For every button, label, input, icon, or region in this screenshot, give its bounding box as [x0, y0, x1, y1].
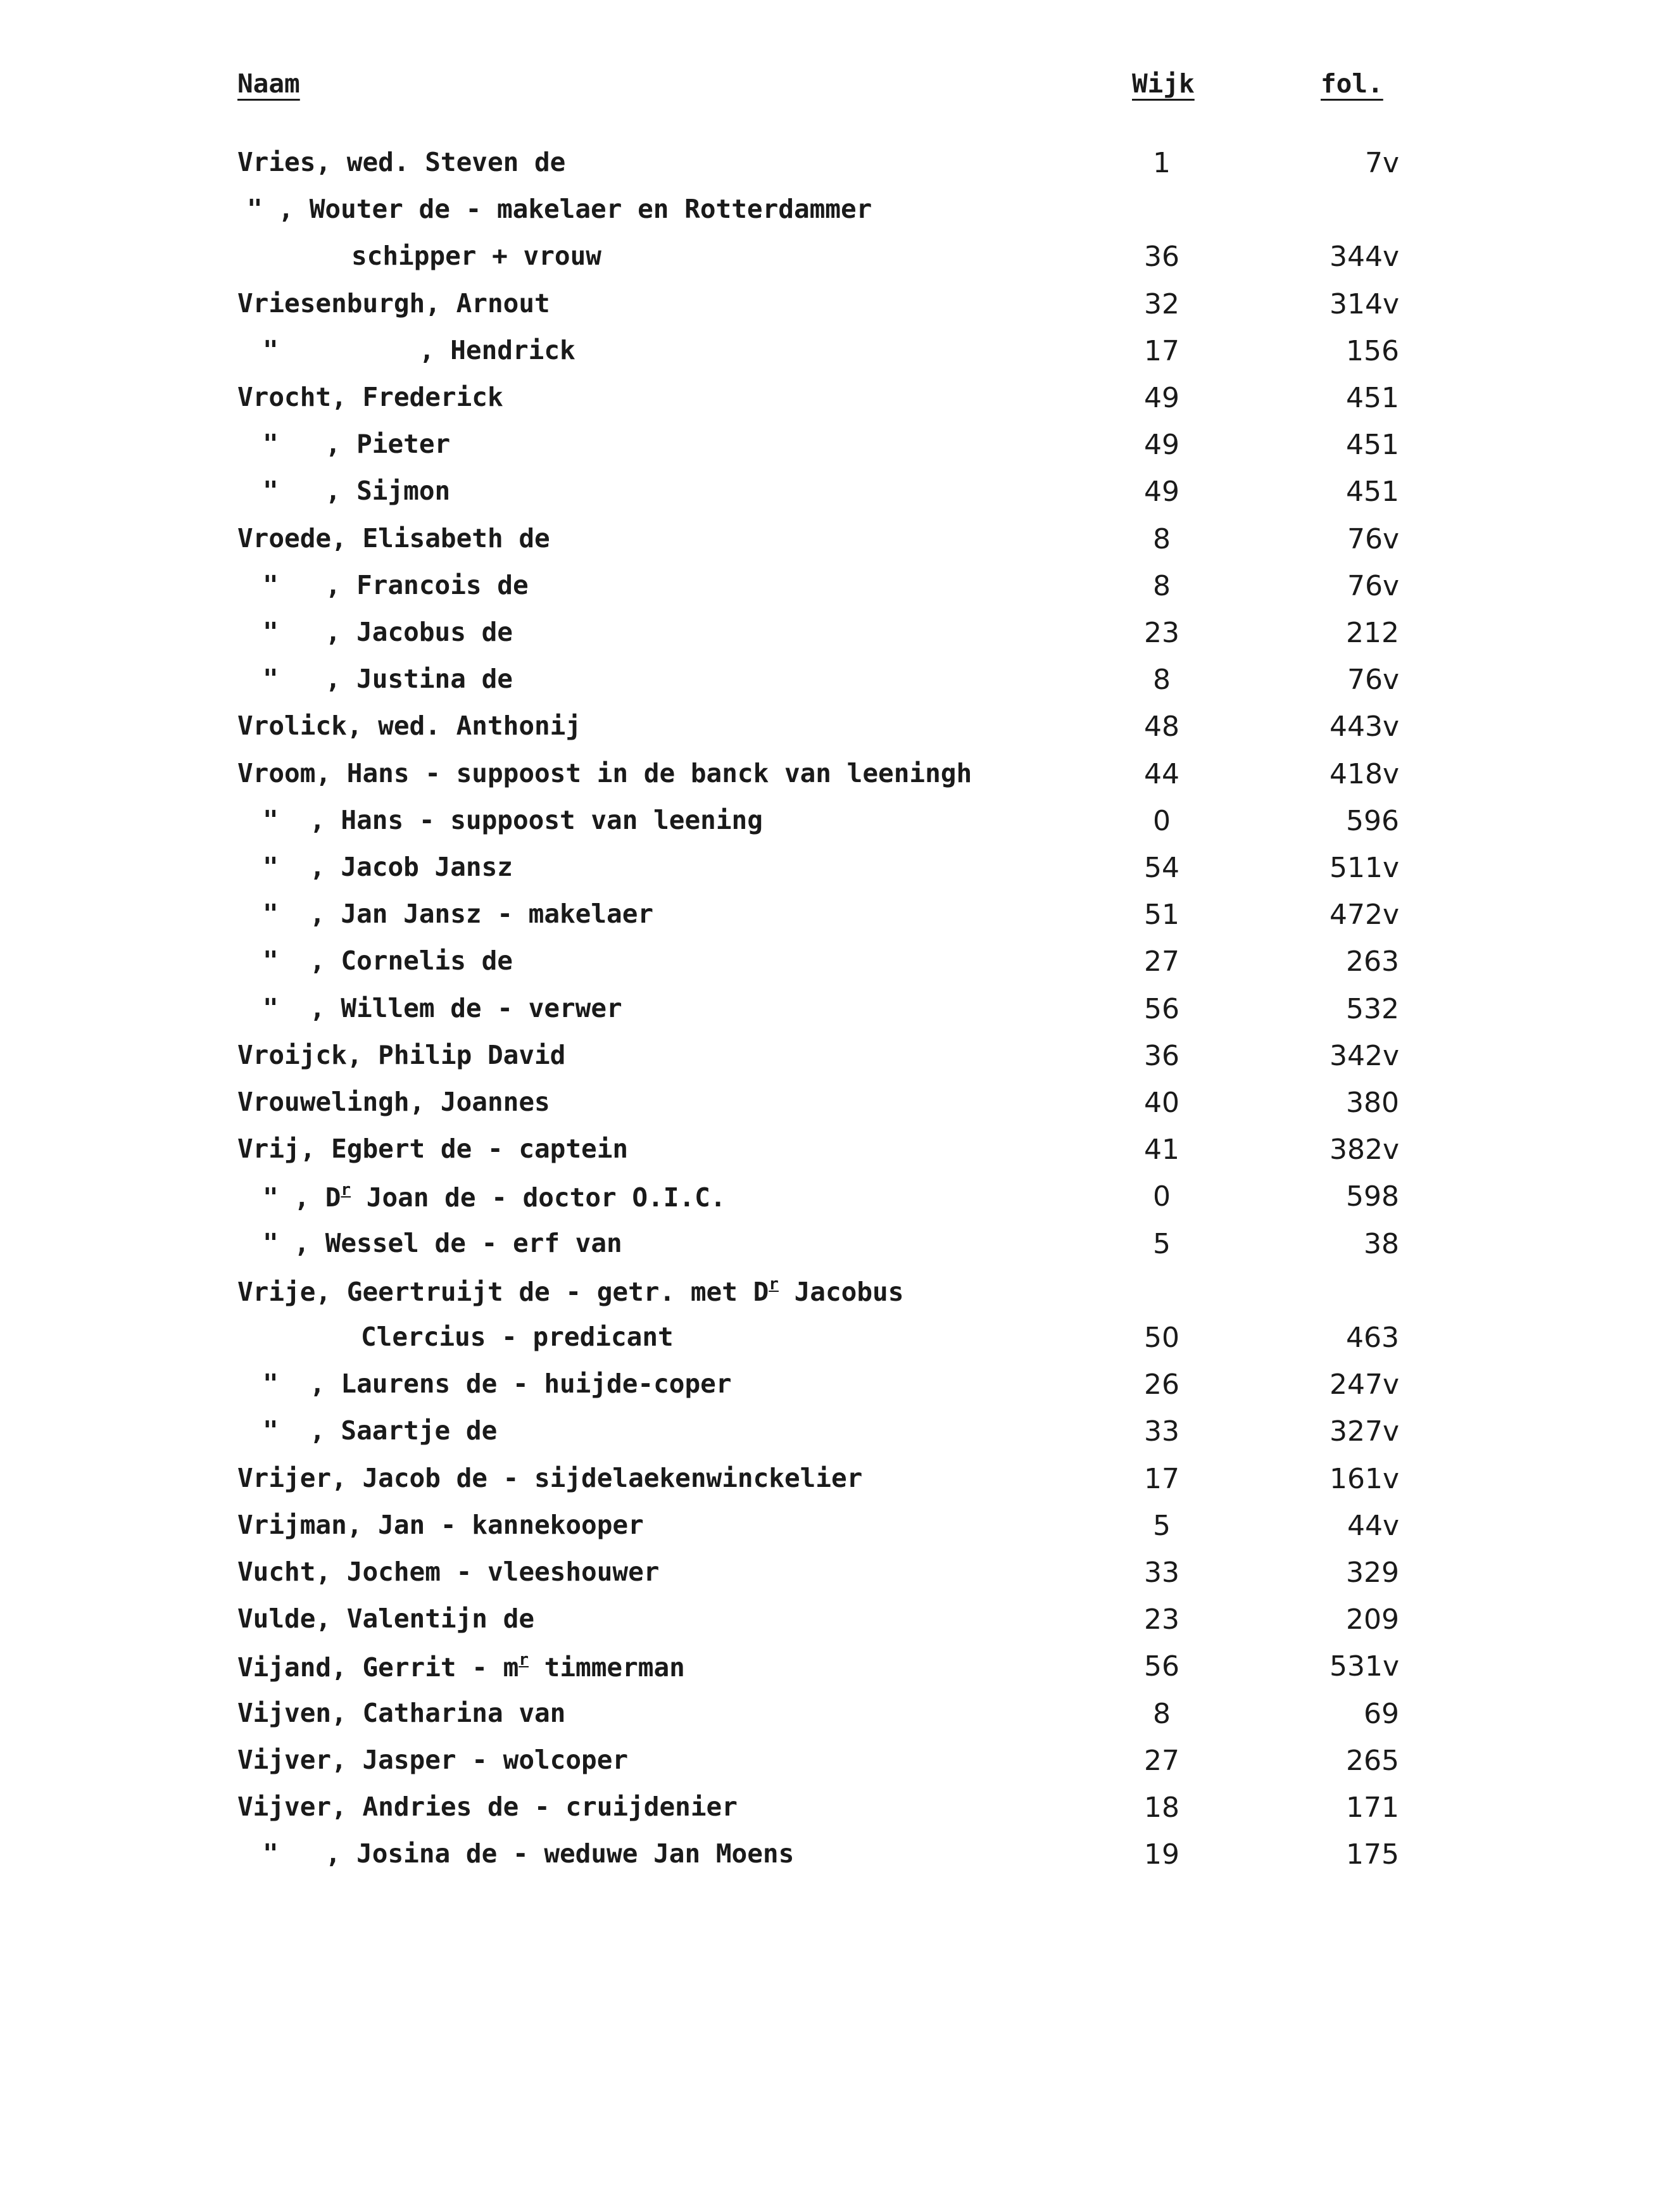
entry-wijk: 8 [1153, 523, 1171, 555]
entry-wijk: 19 [1144, 1838, 1179, 1871]
entry-row [0, 288, 1660, 335]
entry-name: Vijand, Gerrit - $m^r$ timmerman [237, 1650, 685, 1683]
entry-fol: 175 [1346, 1838, 1399, 1871]
entry-row [0, 570, 1660, 617]
entry-fol: 342v [1329, 1040, 1399, 1072]
entry-wijk: 0 [1153, 1180, 1171, 1213]
entry-name: Vrije, Geertruijt de - getr. met $D^r$ Jacobus [237, 1275, 904, 1307]
column-header [0, 68, 1660, 106]
entry-name: Vroom, Hans - suppoost in de banck van leeningh [237, 758, 972, 788]
entry-row [0, 335, 1660, 382]
entry-fol: 531v [1329, 1650, 1399, 1683]
entry-wijk: 48 [1144, 711, 1179, 743]
entry-name: " , $D^r$ Joan de - doctor O.I.C. [263, 1180, 726, 1213]
entry-wijk: 8 [1153, 1698, 1171, 1730]
entry-row [0, 1698, 1660, 1745]
entry-wijk: 17 [1144, 335, 1179, 367]
entry-fol: 171 [1346, 1792, 1399, 1824]
entry-wijk: 41 [1144, 1134, 1179, 1166]
entry-wijk: 32 [1144, 288, 1179, 320]
entry-row [0, 429, 1660, 476]
entry-row [0, 1415, 1660, 1462]
entry-row [0, 664, 1660, 711]
entry-fol: 44v [1347, 1510, 1399, 1542]
entry-fol: 598 [1346, 1180, 1399, 1213]
entry-wijk: 36 [1144, 1040, 1179, 1072]
entry-name: " , Josina de - weduwe Jan Moens [263, 1838, 795, 1869]
entry-name: Vijver, Andries de - cruijdenier [237, 1792, 738, 1822]
entry-row [0, 523, 1660, 570]
title-abbreviation: r [341, 1180, 351, 1199]
entry-row [0, 1134, 1660, 1180]
entry-name: Vijven, Catharina van [237, 1698, 566, 1728]
entry-fol: 596 [1346, 805, 1399, 837]
entry-row [0, 711, 1660, 757]
entry-name: " , Sijmon [263, 476, 451, 506]
entry-name: Vrijer, Jacob de - sijdelaekenwinckelier [237, 1463, 863, 1493]
entry-fol: 76v [1347, 664, 1399, 696]
entry-wijk: 8 [1153, 570, 1171, 602]
entry-fol: 209 [1346, 1603, 1399, 1636]
header-wijk: Wijk [1132, 68, 1195, 99]
entry-name: Vrolick, wed. Anthonij [237, 711, 582, 741]
entry-name: Vucht, Jochem - vleeshouwer [237, 1557, 660, 1587]
entry-row [0, 1087, 1660, 1134]
entry-fol: 76v [1347, 570, 1399, 602]
entry-wijk: 17 [1144, 1463, 1179, 1495]
entry-wijk: 27 [1144, 1745, 1179, 1777]
entry-row [0, 1322, 1660, 1368]
entry-wijk: 8 [1153, 664, 1171, 696]
entry-name: " , Jacob Jansz [263, 852, 513, 882]
entry-name: " , Wouter de - makelaer en Rotterdammer [247, 194, 872, 224]
entry-row [0, 805, 1660, 852]
entry-name: Vroijck, Philip David [237, 1040, 566, 1070]
entry-row [0, 852, 1660, 899]
entry-name: Vroede, Elisabeth de [237, 523, 550, 553]
entry-wijk: 40 [1144, 1087, 1179, 1119]
entry-fol: 418v [1329, 758, 1399, 790]
title-abbreviation: r [519, 1650, 529, 1669]
entry-fol: 265 [1346, 1745, 1399, 1777]
entry-fol: 69 [1364, 1698, 1399, 1730]
entry-wijk: 1 [1153, 147, 1171, 179]
entry-row [0, 1463, 1660, 1510]
entry-fol: 472v [1329, 899, 1399, 931]
entry-fol: 247v [1329, 1368, 1399, 1401]
entry-row [0, 993, 1660, 1040]
entry-name: Vrouwelingh, Joannes [237, 1087, 550, 1117]
entry-name: " , Jacobus de [263, 617, 513, 647]
entry-name: " , Cornelis de [263, 945, 513, 976]
entry-fol: 382v [1329, 1134, 1399, 1166]
entry-wijk: 18 [1144, 1792, 1179, 1824]
entry-row [0, 1368, 1660, 1415]
entry-row [0, 1745, 1660, 1792]
entry-fol: 451 [1346, 429, 1399, 461]
title-abbreviation: r [769, 1275, 779, 1294]
entry-name: " , Pieter [263, 429, 451, 459]
entry-fol: 7v [1364, 147, 1399, 179]
entry-row [0, 1557, 1660, 1603]
entry-row [0, 1838, 1660, 1885]
entry-name: Vulde, Valentijn de [237, 1603, 534, 1634]
entry-fol: 314v [1329, 288, 1399, 320]
entry-fol: 532 [1346, 993, 1399, 1025]
entry-fol: 511v [1329, 852, 1399, 884]
entry-wijk: 33 [1144, 1557, 1179, 1589]
entry-name: Vrocht, Frederick [237, 382, 503, 412]
entry-fol: 329 [1346, 1557, 1399, 1589]
entry-row [0, 899, 1660, 945]
entry-name: " , Laurens de - huijde-coper [263, 1368, 732, 1399]
entry-row [0, 945, 1660, 992]
entry-row [0, 1603, 1660, 1650]
entry-wijk: 49 [1144, 382, 1179, 414]
entry-row [0, 617, 1660, 664]
entry-row [0, 194, 1660, 241]
entry-wijk: 54 [1144, 852, 1179, 884]
entry-fol: 38 [1364, 1228, 1399, 1260]
entry-name: schipper + vrouw [351, 241, 601, 271]
entry-name: " , Francois de [263, 570, 529, 600]
entry-name: " , Hans - suppoost van leening [263, 805, 763, 835]
entry-name: Vriesenburgh, Arnout [237, 288, 550, 319]
entry-row [0, 758, 1660, 805]
header-naam: Naam [237, 68, 300, 99]
entry-wijk: 23 [1144, 617, 1179, 649]
header-fol: fol. [1321, 68, 1383, 99]
entry-fol: 156 [1346, 335, 1399, 367]
entry-wijk: 5 [1153, 1228, 1171, 1260]
entry-wijk: 23 [1144, 1603, 1179, 1636]
entry-wijk: 50 [1144, 1322, 1179, 1354]
entry-name: " , Hendrick [263, 335, 575, 365]
entry-fol: 443v [1329, 711, 1399, 743]
entry-wijk: 56 [1144, 993, 1179, 1025]
entry-row [0, 1180, 1660, 1227]
entry-row [0, 241, 1660, 288]
entry-wijk: 49 [1144, 476, 1179, 508]
entry-name: Vries, wed. Steven de [237, 147, 566, 177]
entry-fol: 161v [1329, 1463, 1399, 1495]
entry-wijk: 51 [1144, 899, 1179, 931]
entry-fol: 76v [1347, 523, 1399, 555]
entry-wijk: 33 [1144, 1415, 1179, 1448]
entry-row [0, 1650, 1660, 1697]
entry-wijk: 5 [1153, 1510, 1171, 1542]
entry-name: " , Jan Jansz - makelaer [263, 899, 654, 929]
entry-name: " , Justina de [263, 664, 513, 694]
entry-fol: 327v [1329, 1415, 1399, 1448]
entry-row [0, 1792, 1660, 1838]
entry-row [0, 1275, 1660, 1322]
entry-wijk: 49 [1144, 429, 1179, 461]
entry-wijk: 27 [1144, 945, 1179, 978]
entry-fol: 380 [1346, 1087, 1399, 1119]
entry-wijk: 26 [1144, 1368, 1179, 1401]
entry-wijk: 56 [1144, 1650, 1179, 1683]
entry-name: " , Willem de - verwer [263, 993, 622, 1023]
entry-row [0, 1228, 1660, 1275]
entry-fol: 344v [1329, 241, 1399, 273]
entry-wijk: 44 [1144, 758, 1179, 790]
entry-row [0, 147, 1660, 194]
entry-row [0, 1510, 1660, 1557]
entry-name: Vijver, Jasper - wolcoper [237, 1745, 629, 1775]
entry-name: Vrij, Egbert de - captein [237, 1134, 629, 1164]
entry-name: " , Saartje de [263, 1415, 498, 1446]
entry-wijk: 36 [1144, 241, 1179, 273]
entry-name: Clercius - predicant [361, 1322, 674, 1352]
entry-fol: 263 [1346, 945, 1399, 978]
entry-row [0, 1040, 1660, 1087]
entry-fol: 212 [1346, 617, 1399, 649]
entry-name: " , Wessel de - erf van [263, 1228, 622, 1258]
entry-row [0, 476, 1660, 522]
entry-wijk: 0 [1153, 805, 1171, 837]
entry-name: Vrijman, Jan - kannekooper [237, 1510, 644, 1540]
entry-fol: 451 [1346, 382, 1399, 414]
entry-fol: 463 [1346, 1322, 1399, 1354]
entry-row [0, 382, 1660, 429]
entry-fol: 451 [1346, 476, 1399, 508]
